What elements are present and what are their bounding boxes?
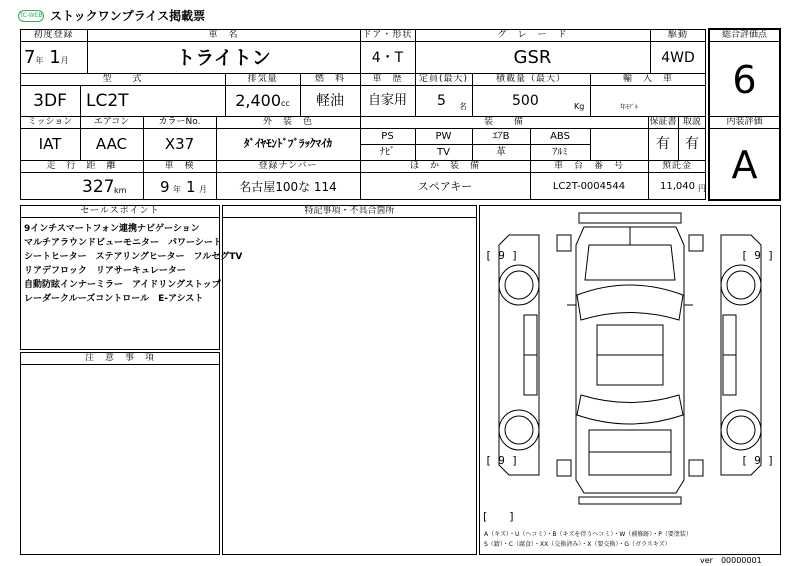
- first-reg-label: 初度登録: [33, 30, 74, 40]
- sales-point: レーダークルーズコントロール E-アシスト: [24, 294, 204, 304]
- equipment-ps: PS: [381, 131, 394, 142]
- fuel: 軽油: [316, 93, 344, 109]
- year-unit: 年: [35, 56, 44, 65]
- right-side-view: [721, 235, 761, 475]
- price-unit: 円: [698, 184, 706, 193]
- plate-label: 登録ナンバー: [258, 161, 318, 171]
- capacity-unit: 名: [459, 102, 467, 111]
- displacement-value: [225, 87, 300, 118]
- first-reg-value: [24, 44, 87, 72]
- sales-point: 自動防眩インナーミラー アイドリングストップ: [24, 280, 221, 290]
- aircon-label: エアコン: [93, 117, 130, 127]
- price-label: 預託金: [661, 161, 692, 171]
- total-score-label: 総合評価点: [721, 30, 767, 40]
- total-score: 6: [732, 58, 757, 102]
- tire-mark-front-left: [ 9 ]: [485, 249, 519, 262]
- import-label: 輸 入 車: [622, 74, 673, 84]
- aircon: AAC: [95, 135, 128, 153]
- mission-label: ミッション: [27, 117, 73, 127]
- car-name-label: 車 名: [208, 30, 239, 40]
- door-shape: 4・T: [371, 50, 404, 66]
- fuel-label: 燃 料: [314, 74, 345, 84]
- month-unit: 月: [60, 56, 69, 65]
- price: 11,040: [660, 181, 695, 192]
- warranty-label: 保証書: [649, 117, 677, 127]
- door-label: ドア・形状: [362, 30, 413, 40]
- tire-mark-rear-right: [ 9 ]: [741, 454, 775, 467]
- sales-point: シートヒーター ステアリングヒーター フルセグTV: [24, 252, 243, 262]
- drive: 4WD: [661, 50, 695, 66]
- first-reg-year: 7: [24, 47, 36, 68]
- grade: GSR: [513, 47, 552, 68]
- sales-point: マルチアラウンドビューモニター パワーシート: [24, 238, 222, 248]
- equipment-alloy: ｱﾙﾐ: [552, 147, 568, 158]
- model-prefix: 3DF: [33, 91, 67, 111]
- tire-mark-front-right: [ 9 ]: [741, 249, 775, 262]
- notes-panel: [20, 352, 220, 555]
- equipment-abs: ABS: [550, 131, 570, 142]
- mission: IAT: [38, 135, 62, 153]
- capacity-label: 定員(最大): [418, 74, 469, 84]
- plate: 名古屋100な 114: [239, 180, 337, 194]
- inspection-year: 9: [160, 178, 170, 196]
- mileage-label: 走 行 距 離: [46, 161, 117, 171]
- sales-point: 9インチスマートフォン連携ナビゲーション: [24, 224, 200, 234]
- logo: TC-WEB: [18, 10, 44, 22]
- drive-label: 駆動: [667, 30, 688, 40]
- front-rear-view: [579, 213, 681, 504]
- notes-label: 注 意 事 項: [84, 353, 155, 363]
- other-equipment-label: ほ か 装 備: [409, 161, 480, 171]
- mileage: 327: [82, 177, 115, 197]
- displacement-unit: cc: [281, 99, 290, 108]
- car-name: トライトン: [176, 47, 271, 69]
- displacement-label: 排気量: [247, 74, 278, 84]
- chassis: LC2T-0004544: [552, 181, 626, 192]
- capacity: 5: [437, 93, 446, 109]
- load: 500: [512, 93, 539, 109]
- tire-mark-rear-left: [ 9 ]: [485, 454, 519, 467]
- grade-label: グ レ ー ド: [497, 30, 568, 40]
- color-no-label: カラーNo.: [158, 117, 201, 127]
- displacement: 2,400: [235, 91, 281, 110]
- equipment-leather: 革: [496, 147, 506, 158]
- interior-score-label: 内装評価: [726, 117, 763, 127]
- model-year-label: 年ﾓﾃﾞﾙ: [620, 104, 639, 111]
- sales-points-list: [24, 222, 243, 306]
- manual: 有: [685, 136, 699, 152]
- equipment-tv: TV: [437, 147, 450, 158]
- legend-line-1: A（キズ）・U（ヘコミ）・B（キズを伴うヘコミ）・W（補修跡）・P（要塗装）: [484, 531, 692, 538]
- top-view: [557, 227, 703, 493]
- load-label: 積載量（最大）: [495, 74, 566, 84]
- equipment-label: 装 備: [483, 117, 524, 127]
- remarks-panel: [222, 205, 477, 555]
- sales-points-label: セールスポイント: [80, 206, 160, 216]
- equipment-pw: PW: [435, 131, 452, 142]
- warranty: 有: [656, 136, 670, 152]
- left-side-view: [499, 235, 539, 475]
- other-equipment: スペアキー: [417, 180, 473, 193]
- legend-line-2: S（錆）・C（腐食）・XX（交換済み）・X（要交換）・G（ガラスキズ）: [484, 541, 671, 548]
- spare-bracket: [ ]: [483, 510, 514, 523]
- equipment-navi: ﾅﾋﾞ: [380, 147, 395, 158]
- inspection-label: 車 検: [164, 161, 195, 171]
- version: ver 00000001: [700, 556, 762, 565]
- inspection-month: 1: [186, 178, 196, 196]
- remarks-label: 特記事項・不具合箇所: [304, 206, 395, 216]
- chassis-label: 車 台 番 号: [553, 161, 624, 171]
- interior-score: A: [731, 143, 758, 187]
- load-unit: Kg: [574, 102, 585, 111]
- katashiki-label: 型 式: [102, 74, 143, 84]
- sales-point: リアデフロック リアサーキュレーター: [24, 266, 186, 276]
- page-title: ストックワンプライス掲載票: [50, 9, 206, 23]
- mileage-unit: km: [114, 186, 127, 195]
- exterior-color-label: 外 装 色: [262, 117, 313, 127]
- inspection-month-unit: 月: [199, 185, 207, 194]
- first-reg-month: 1: [49, 47, 61, 68]
- equipment-airbag: ｴｱB: [492, 131, 510, 142]
- model-code: LC2T: [86, 91, 129, 111]
- usage: 自家用: [367, 93, 407, 108]
- color-no: X37: [164, 135, 195, 153]
- manual-label: 取説: [682, 117, 701, 127]
- usage-label: 車 歴: [372, 74, 403, 84]
- car-damage-diagram: [479, 205, 781, 505]
- exterior-color: ﾀﾞｲﾔﾓﾝﾄﾞﾌﾞﾗｯｸﾏｲｶ: [244, 137, 332, 150]
- inspection-year-unit: 年: [173, 185, 181, 194]
